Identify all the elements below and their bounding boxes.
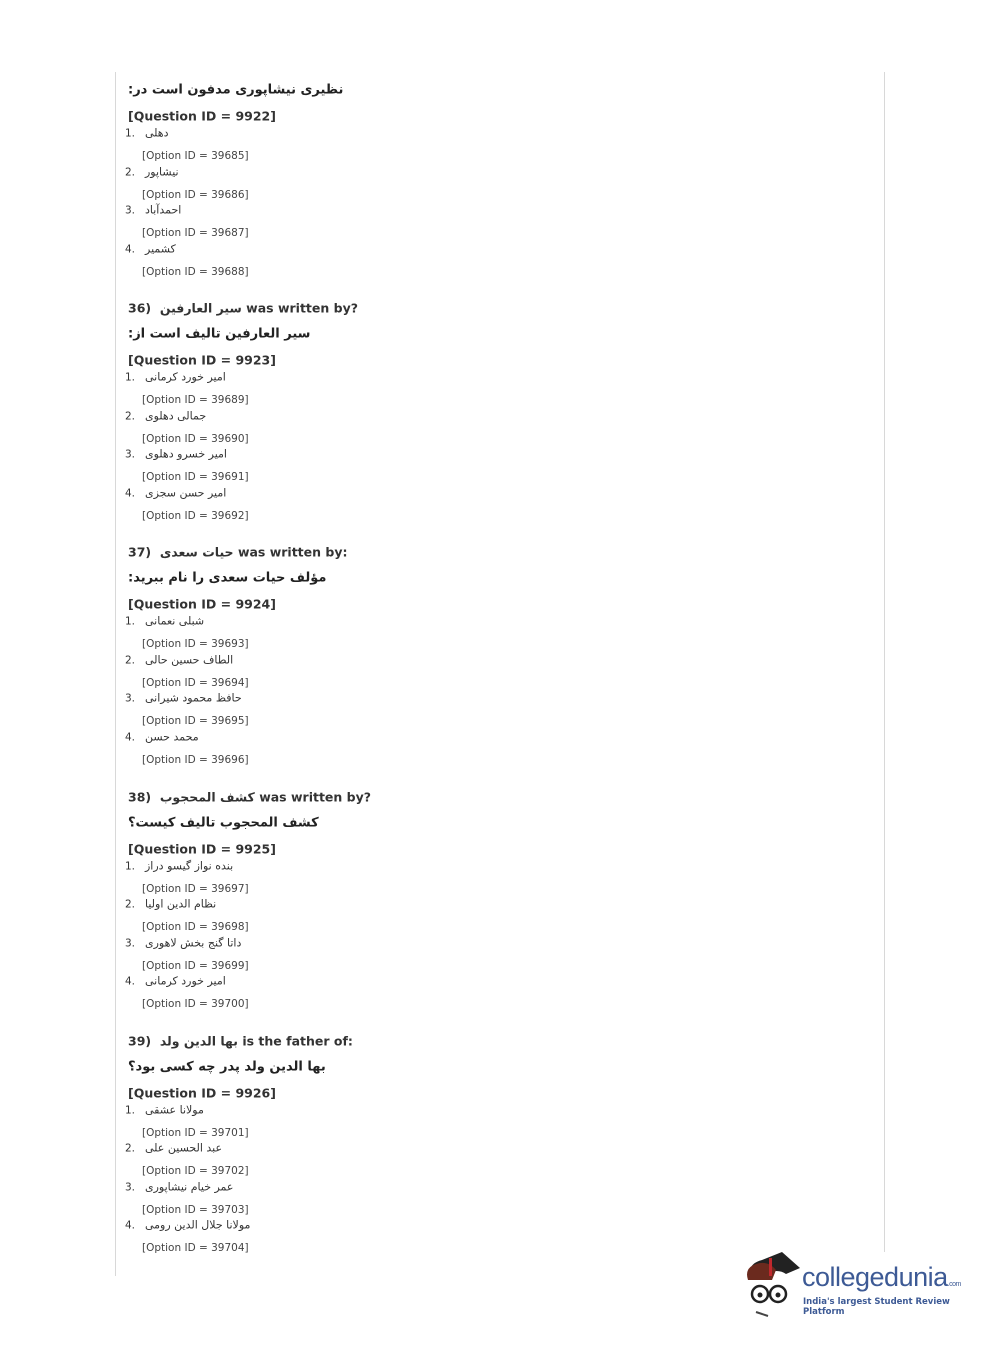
- option-text: امیر خورد کرمانی: [145, 370, 226, 384]
- option-number: 1.: [125, 615, 136, 628]
- question-term: بها الدین ولد: [159, 1033, 238, 1049]
- option-item: [125, 936, 241, 949]
- right-margin-line: [884, 72, 885, 1252]
- option-item: [125, 653, 233, 666]
- option-item: [125, 486, 226, 499]
- option-text: نیشاپور: [145, 165, 179, 178]
- question-urdu-text: بها الدین ولد پدر چه کسی بود؟: [128, 1059, 326, 1075]
- question-id: [Question ID = 9924]: [128, 596, 276, 612]
- option-item: [125, 242, 176, 255]
- option-text: عبد الحسین علی: [145, 1141, 223, 1155]
- option-item: [125, 204, 181, 217]
- option-number: 2.: [125, 1142, 136, 1155]
- option-text: دهلی: [145, 126, 169, 140]
- option-number: 1.: [125, 127, 136, 140]
- question-number: 39): [128, 1033, 152, 1049]
- option-id: [Option ID = 39687]: [142, 227, 249, 239]
- option-text: بنده نواز گیسو دراز: [145, 859, 234, 873]
- question-term: حیات سعدی: [159, 544, 234, 560]
- option-item: [125, 859, 233, 872]
- option-text: امیر خسرو دهلوی: [145, 447, 227, 461]
- option-item: [125, 127, 169, 140]
- option-number: 3.: [125, 937, 136, 950]
- option-item: [125, 1103, 204, 1116]
- option-id: [Option ID = 39696]: [142, 753, 249, 766]
- question-urdu-text: مؤلف حیات سعدی را نام ببرید:: [128, 570, 327, 586]
- option-id: [Option ID = 39691]: [142, 471, 249, 483]
- option-number: 3.: [125, 692, 136, 705]
- question-number: 36): [128, 300, 152, 316]
- option-item: [125, 975, 226, 988]
- option-item: [125, 1219, 250, 1232]
- question-id: [Question ID = 9922]: [128, 108, 276, 124]
- option-text: حافظ محمود شیرانی: [145, 691, 242, 705]
- option-id: [Option ID = 39689]: [142, 394, 249, 406]
- mascot-icon: [742, 1250, 802, 1320]
- option-id: [Option ID = 39692]: [142, 509, 249, 522]
- question-text: is the father of:: [242, 1033, 353, 1049]
- logo-tagline: India's largest Student Review Platform: [803, 1297, 950, 1317]
- question-number: 37): [128, 544, 152, 560]
- option-item: [125, 692, 242, 705]
- option-id: [Option ID = 39702]: [142, 1165, 249, 1178]
- option-number: 2.: [125, 898, 136, 911]
- option-id: [Option ID = 39701]: [142, 1126, 249, 1139]
- option-id: [Option ID = 39690]: [142, 432, 249, 445]
- option-number: 4.: [125, 975, 136, 988]
- option-text: امیر خورد کرمانی: [145, 974, 226, 988]
- option-item: [125, 409, 206, 422]
- option-item: [125, 1180, 233, 1193]
- collegedunia-logo: [742, 1250, 972, 1320]
- question-text: was written by:: [237, 544, 348, 560]
- question-header: [128, 545, 347, 560]
- question-header: [128, 301, 358, 316]
- option-number: 1.: [125, 371, 136, 384]
- logo-wordmark: collegedunia.com: [802, 1262, 961, 1292]
- option-number: 1.: [125, 1104, 136, 1117]
- option-number: 3.: [125, 448, 136, 461]
- question-urdu-text: کشف المحجوب تالیف کیست؟: [128, 815, 319, 831]
- option-text: کشمیر: [145, 242, 176, 255]
- option-number: 4.: [125, 1219, 136, 1232]
- option-id: [Option ID = 39703]: [142, 1203, 249, 1216]
- option-id: [Option ID = 39698]: [142, 921, 249, 934]
- option-number: 3.: [125, 1181, 136, 1194]
- option-text: جمالی دهلوی: [145, 409, 207, 422]
- option-item: [125, 165, 179, 178]
- option-number: 2.: [125, 654, 136, 667]
- option-id: [Option ID = 39686]: [142, 188, 249, 201]
- question-urdu-text: سیر العارفین تالیف است از:: [128, 326, 311, 342]
- question-urdu-text: نظیری نیشاپوری مدفون است در:: [128, 82, 344, 98]
- question-header: [128, 1033, 353, 1048]
- option-item: [125, 730, 199, 743]
- option-id: [Option ID = 39697]: [142, 882, 249, 895]
- option-text: شبلی نعمانی: [145, 614, 205, 628]
- option-number: 3.: [125, 204, 136, 217]
- option-id: [Option ID = 39688]: [142, 265, 249, 278]
- question-text: was written by?: [259, 789, 372, 805]
- option-id: [Option ID = 39685]: [142, 150, 249, 162]
- left-margin-line: [115, 72, 116, 1276]
- question-term: سیر العارفین: [159, 300, 242, 316]
- option-number: 4.: [125, 731, 136, 744]
- option-text: مولانا جلال الدین رومی: [145, 1218, 251, 1232]
- option-number: 2.: [125, 410, 136, 422]
- option-id: [Option ID = 39693]: [142, 638, 249, 651]
- question-header: [128, 789, 371, 804]
- option-text: الطاف حسین حالی: [145, 653, 234, 667]
- option-id: [Option ID = 39700]: [142, 998, 249, 1011]
- option-text: داتا گنج بخش لاهوری: [145, 936, 242, 950]
- option-number: 2.: [125, 166, 136, 178]
- option-number: 4.: [125, 243, 136, 255]
- question-id: [Question ID = 9925]: [128, 841, 276, 857]
- option-id: [Option ID = 39704]: [142, 1242, 249, 1255]
- option-text: مولانا عشقی: [145, 1103, 204, 1117]
- option-text: امیر حسن سجزی: [145, 486, 227, 499]
- option-id: [Option ID = 39699]: [142, 959, 249, 972]
- question-text: was written by?: [246, 300, 358, 316]
- option-text: عمر خیام نیشاپوری: [145, 1180, 234, 1194]
- option-item: [125, 615, 204, 628]
- option-text: نظام الدین اولیا: [145, 897, 217, 911]
- option-number: 1.: [125, 860, 136, 873]
- option-item: [125, 371, 226, 384]
- option-id: [Option ID = 39694]: [142, 676, 249, 689]
- question-id: [Question ID = 9926]: [128, 1085, 276, 1101]
- question-term: کشف المحجوب: [159, 789, 255, 805]
- option-number: 4.: [125, 487, 136, 499]
- option-text: احمدآباد: [145, 203, 182, 217]
- option-item: [125, 1142, 222, 1155]
- option-id: [Option ID = 39695]: [142, 715, 249, 728]
- option-item: [125, 448, 227, 461]
- option-text: محمد حسن: [145, 730, 199, 744]
- option-item: [125, 898, 216, 911]
- question-id: [Question ID = 9923]: [128, 352, 276, 368]
- question-number: 38): [128, 789, 152, 805]
